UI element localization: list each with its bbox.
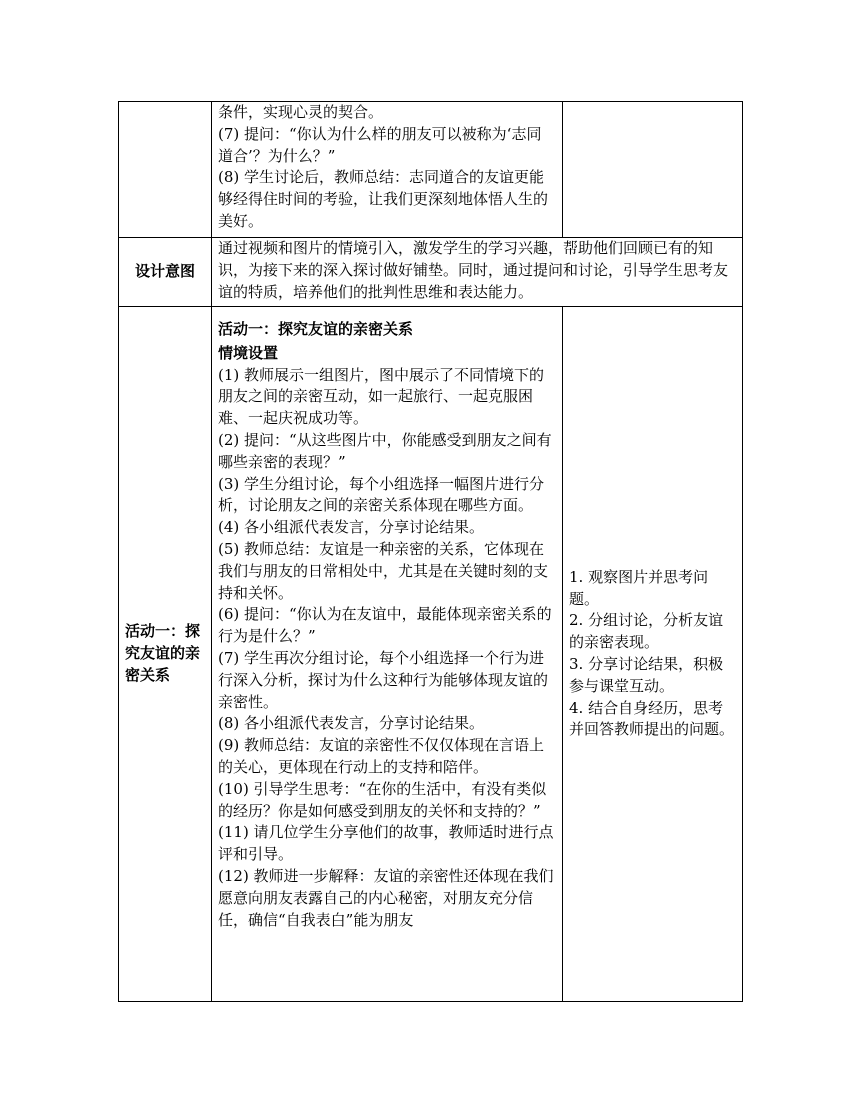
student-activity-item: 3. 分享讨论结果，积极参与课堂互动。: [569, 655, 724, 695]
scenario-heading: 情境设置: [218, 343, 279, 362]
content-line: (10) 引导学生思考：“在你的生活中，有没有类似的经历？你是如何感受到朋友的关怀和支持的？”: [218, 779, 547, 820]
content-line: (3) 学生分组讨论，每个小组选择一幅图片进行分析，讨论朋友之间的亲密关系体现在哪些方面。: [218, 474, 545, 515]
content-line: (1) 教师展示一组图片，图中展示了不同情境下的朋友之间的亲密互动，如一起旅行、一起克服困难、一起庆祝成功等。: [218, 365, 545, 428]
student-activity-item: 2. 分组讨论，分析友谊的亲密表现。: [569, 611, 724, 652]
activity-one-content: [212, 307, 563, 1002]
table-row: [119, 307, 743, 1002]
content-line: (11) 请几位学生分享他们的故事，教师适时进行点评和引导。: [218, 823, 554, 864]
activity-one-label: [119, 307, 212, 1002]
table-row: [119, 102, 743, 238]
activity-heading: 活动一：探究友谊的亲密关系: [218, 320, 414, 338]
content-line: (2) 提问：“从这些图片中，你能感受到朋友之间有哪些亲密的表现？”: [218, 430, 552, 471]
student-activity-item: 4. 结合自身经历，思考并回答教师提出的问题。: [569, 698, 735, 739]
lesson-plan-table: [118, 101, 743, 1002]
content-line: (8) 各小组派代表发言，分享讨论结果。: [218, 714, 485, 733]
content-line: (7) 学生再次分组讨论，每个小组选择一个行为进行深入分析，探讨为什么这种行为能够体现友谊的亲密性。: [218, 648, 549, 711]
activity-one-label-text: 活动一：探究友谊的亲密关系: [125, 622, 201, 684]
content-line: (4) 各小组派代表发言，分享讨论结果。: [218, 518, 485, 537]
student-activity-item: 1. 观察图片并思考问题。: [569, 567, 709, 608]
table-row: [119, 238, 743, 307]
design-intent-text: [212, 238, 743, 307]
content-line: (9) 教师总结：友谊的亲密性不仅仅体现在言语上的关心，更体现在行动上的支持和陪伴。: [218, 736, 545, 776]
design-intent-paragraph: 通过视频和图片的情境引入，激发学生的学习兴趣，帮助他们回顾已有的知识，为接下来的深入探讨做好铺垫。同时，通过提问和讨论，引导学生思考友谊的特质，培养他们的批判性思维和表达能力。: [218, 239, 729, 301]
content-line: (12) 教师进一步解释：友谊的亲密性还体现在我们愿意向朋友表露自己的内心秘密，对朋友充分信任，确信“自我表白”能为朋友: [218, 866, 554, 929]
content-line: (5) 教师总结：友谊是一种亲密的关系，它体现在我们与朋友的日常相处中，尤其是在关键时刻的支持和关怀。: [218, 539, 549, 602]
content-cell: [212, 102, 563, 238]
content-line: (8) 学生讨论后，教师总结：志同道合的友谊更能够经得住时间的考验，让我们更深刻地体悟人生的美好。: [218, 168, 549, 230]
content-line: 条件，实现心灵的契合。: [218, 103, 384, 121]
row-label-cell: [119, 102, 212, 238]
student-activity-cell: [563, 102, 743, 238]
student-activity-cell: [563, 307, 743, 1002]
content-line: (7) 提问：“你认为什么样的朋友可以被称为‘志同道合’？为什么？”: [218, 124, 542, 165]
content-line: (6) 提问：“你认为在友谊中，最能体现亲密关系的行为是什么？”: [218, 605, 552, 646]
design-intent-label: 设计意图: [119, 238, 212, 307]
